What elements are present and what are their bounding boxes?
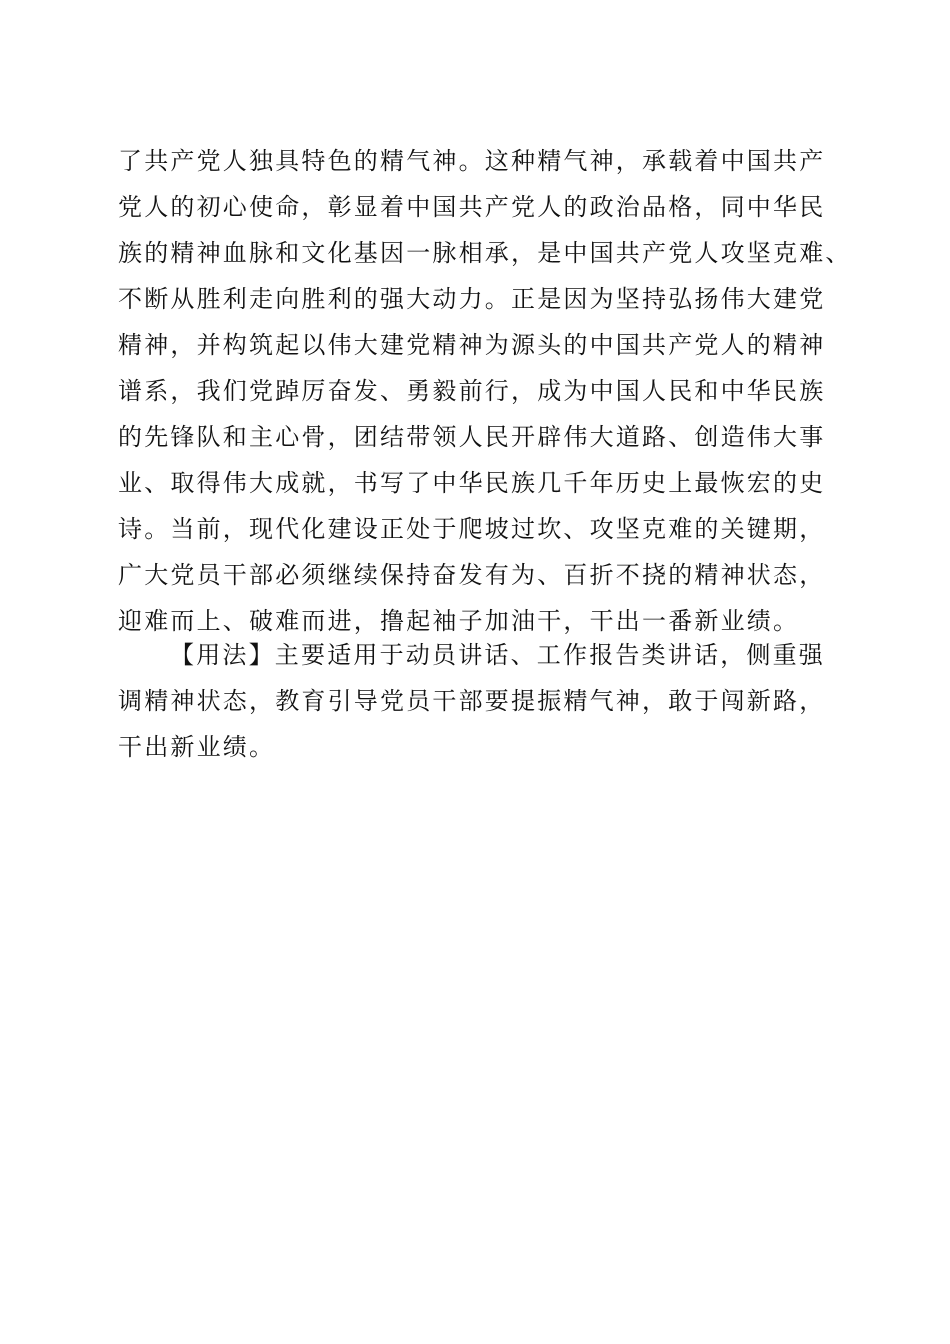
text-line: 诗。当前，现代化建设正处于爬坡过坎、攻坚克难的关键期， xyxy=(118,515,826,543)
text-line: 调精神状态，教育引导党员干部要提振精气神，敢于闯新路， xyxy=(118,687,826,715)
body-paragraph xyxy=(118,138,858,644)
text-line: 谱系，我们党踔厉奋发、勇毅前行，成为中国人民和中华民族 xyxy=(118,377,826,405)
text-line: 精神，并构筑起以伟大建党精神为源头的中国共产党人的精神 xyxy=(118,331,826,359)
text-line: 干出新业绩。 xyxy=(118,733,276,761)
text-line: 迎难而上、破难而进，撸起袖子加油干，干出一番新业绩。 xyxy=(118,607,800,635)
text-line: 业、取得伟大成就，书写了中华民族几千年历史上最恢宏的史 xyxy=(118,469,826,497)
text-line: 的先锋队和主心骨，团结带领人民开辟伟大道路、创造伟大事 xyxy=(118,423,826,451)
text-line: 党人的初心使命，彰显着中国共产党人的政治品格，同中华民 xyxy=(118,193,826,221)
usage-paragraph xyxy=(118,632,858,770)
text-line: 广大党员干部必须继续保持奋发有为、百折不挠的精神状态， xyxy=(118,561,826,589)
text-line: 族的精神血脉和文化基因一脉相承，是中国共产党人攻坚克难、 xyxy=(118,239,852,267)
text-line: 不断从胜利走向胜利的强大动力。正是因为坚持弘扬伟大建党 xyxy=(118,285,826,313)
text-line: 了共产党人独具特色的精气神。这种精气神，承载着中国共产 xyxy=(118,147,826,175)
text-line: 【用法】主要适用于动员讲话、工作报告类讲话，侧重强 xyxy=(170,641,825,669)
